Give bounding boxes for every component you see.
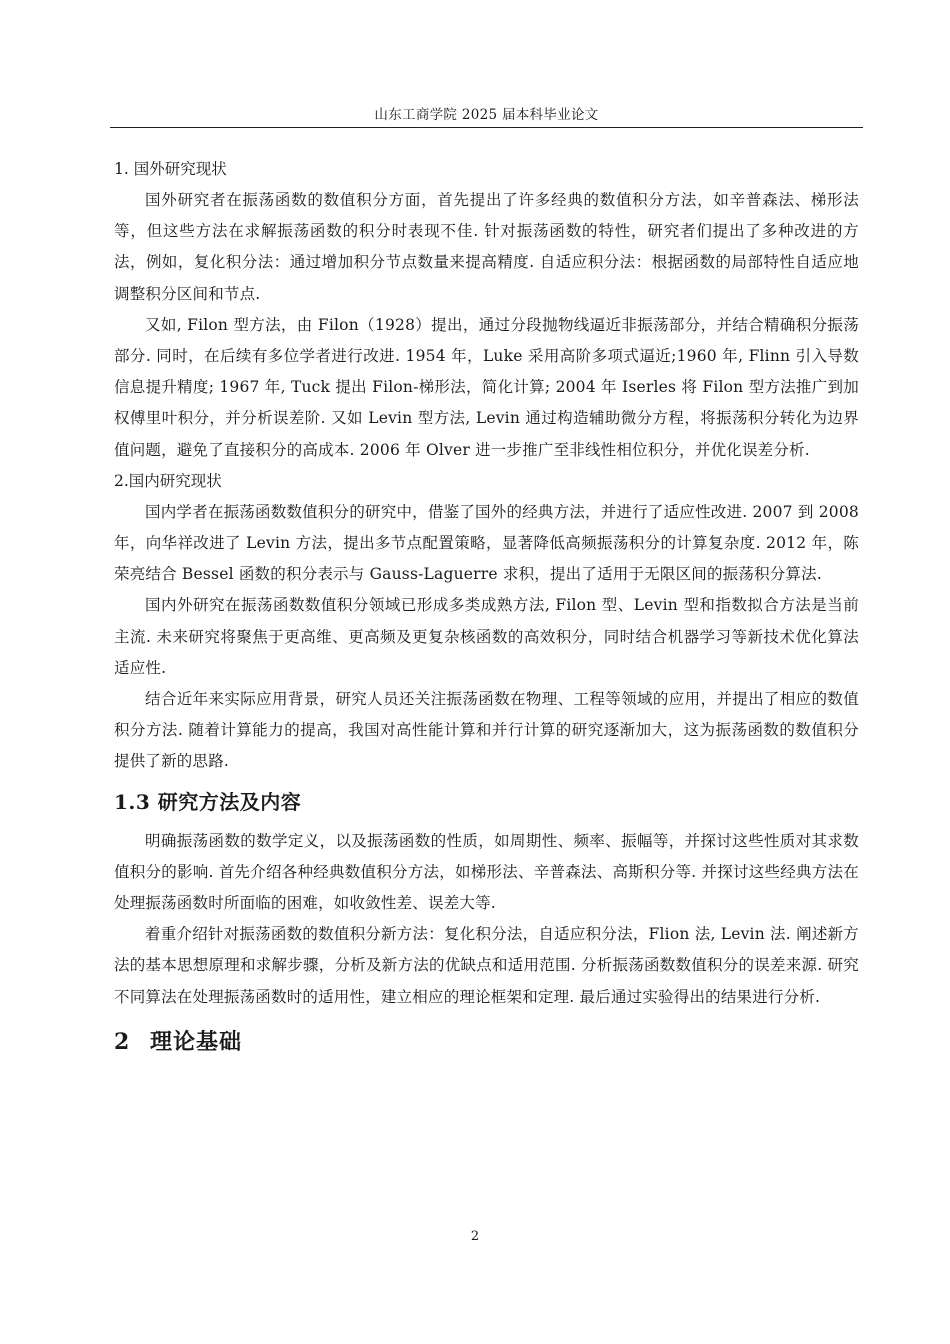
domestic-research-title: 2.国内研究现状 <box>114 471 222 490</box>
foreign-research-title: 1. 国外研究现状 <box>114 160 227 178</box>
methods-paragraph-2: 着重介绍针对振荡函数的数值积分新方法：复化积分法，自适应积分法，Flion 法, Levin 法. 阐述新方法的基本思想原理和求解步骤，分析及新方法的优缺点和适用范围. 分析振荡函数数值积分的误差来源. 研究不同算法在处理振荡函数时的适用性，建立相应的理论框架和定理. 最后通过实验得出的结果进行分析. <box>114 925 859 1006</box>
foreign-research-paragraph-2: 又如, Filon 型方法，由 Filon（1928）提出，通过分段抛物线逼近非振荡部分，并结合精确积分振荡部分. 同时，在后续有多位学者进行改进. 1954 年，Luke 采用高阶多项式逼近;1960 年, Flinn 引入导数信息提升精度; 1967 年, Tuck 提出 Filon-梯形法，简化计算; 2004 年 Iserles 将 Filon 型方法推广到加权傅里叶积分，并分析误差阶. 又如 Levin 型方法, Levin 通过构造辅助微分方程，将振荡积分转化为边界值问题，避免了直接积分的高成本. 2006 年 Olver 进一步推广至非线性相位积分，并优化误差分析. <box>114 315 859 459</box>
domestic-research-paragraph-2: 国内外研究在振荡函数数值积分领域已形成多类成熟方法, Filon 型、Levin 型和指数拟合方法是当前主流. 未来研究将聚焦于更高维、更高频及更复杂核函数的高效积分，同时结合机器学习等新技术优化算法适应性. <box>114 596 859 677</box>
domestic-research-paragraph-1: 国内学者在振荡函数数值积分的研究中，借鉴了国外的经典方法，并进行了适应性改进. 2007 到 2008 年，向华祥改进了 Levin 方法，提出多节点配置策略，显著降低高频振荡积分的计算复杂度. 2012 年，陈荣亮结合 Bessel 函数的积分表示与 Gauss-Laguerre 求积，提出了适用于无限区间的振荡积分算法. <box>114 502 859 584</box>
methods-paragraph-1: 明确振荡函数的数学定义，以及振荡函数的性质，如周期性、频率、振幅等，并探讨这些性质对其求数值积分的影响. 首先介绍各种经典数值积分方法，如梯形法、辛普森法、高斯积分等. 并探讨这些经典方法在处理振荡函数时所面临的困难，如收敛性差、误差大等. <box>114 831 859 913</box>
chapter-heading <box>114 1013 859 1071</box>
foreign-research-paragraph-1: 国外研究者在振荡函数的数值积分方面，首先提出了许多经典的数值积分方法，如辛普森法、梯形法等，但这些方法在求解振荡函数的积分时表现不佳. 针对振荡函数的特性，研究者们提出了多种改进的方法，例如，复化积分法：通过增加积分节点数量来提高精度. 自适应积分法：根据函数的局部特性自适应地调整积分区间和节点. <box>114 191 859 303</box>
chapter-number: 2 <box>114 1028 131 1055</box>
chapter-title: 理论基础 <box>150 1028 243 1055</box>
page-header: 山东工商学院 2025 届本科毕业论文 <box>374 107 599 123</box>
domestic-research-paragraph-3: 结合近年来实际应用背景，研究人员还关注振荡函数在物理、工程等领域的应用，并提出了相应的数值积分方法. 随着计算能力的提高，我国对高性能计算和并行计算的研究逐渐加大，这为振荡函数的数值积分提供了新的思路. <box>114 690 859 771</box>
section-heading-methods: 1.3 研究方法及内容 <box>114 789 302 814</box>
page-number: 2 <box>470 1229 480 1244</box>
header-rule <box>110 127 863 128</box>
page-body <box>114 154 859 1071</box>
